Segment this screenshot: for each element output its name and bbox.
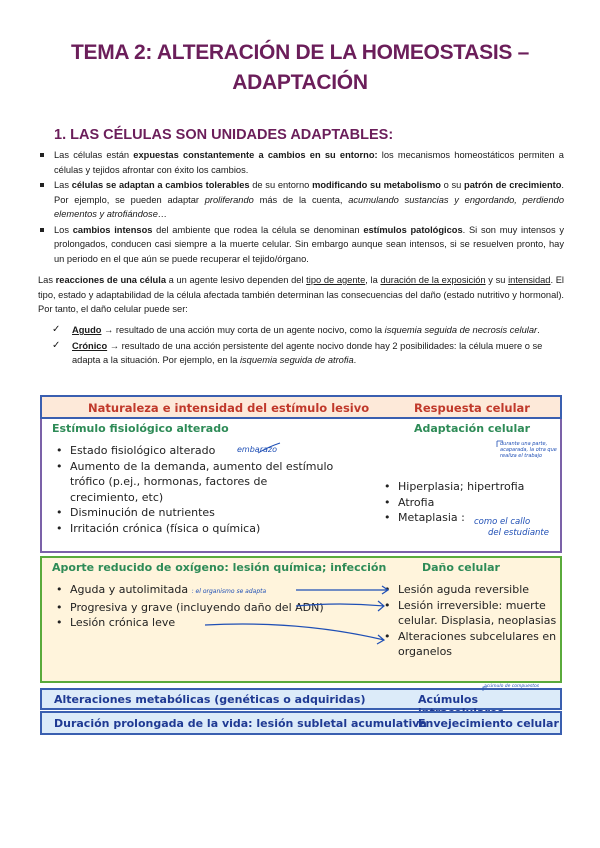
arrow-cronica	[205, 624, 384, 644]
header-left: Naturaleza e intensidad del estímulo lesivo	[88, 401, 370, 415]
check-icon: ✓	[52, 339, 61, 351]
check-item-agudo: ✓ Agudo → resultado de una acción muy corta de un agente nocivo, como la isquemia seguida de necrosis celular.	[52, 323, 564, 338]
list-item: • Atrofia	[382, 495, 562, 511]
sec3-right: Acúmulos	[418, 693, 479, 706]
note-embarazo: embarazo	[237, 445, 277, 454]
check-icon: ✓	[52, 324, 61, 335]
list-item: • Lesión irreversible: muerte celular. Displasia, neoplasias	[382, 598, 560, 629]
list-item: • Progresiva y grave (incluyendo daño del ADN)	[54, 600, 384, 616]
arrow-embarazo	[258, 443, 280, 453]
bullet-item: Las células están expuestas constantemente a cambios en su entorno: los mecanismos homeostáticos permiten a células y tejidos afrontar con éxito los cambios.	[38, 148, 564, 177]
list-item: • Aguda y autolimitada : el organismo se adapta	[54, 582, 384, 600]
list-item: • Aumento de la demanda, aumento del estímulo trófico (p.ej., hormonas, factores de crecimiento, etc)	[54, 459, 334, 506]
sec1-left-title: Estímulo fisiológico alterado	[52, 422, 229, 435]
list-item: • Lesión aguda reversible	[382, 582, 560, 598]
list-item: • Alteraciones subcelulares en organelos	[382, 629, 560, 660]
section-heading: 1. LAS CÉLULAS SON UNIDADES ADAPTABLES:	[54, 127, 394, 143]
title-line-2: ADAPTACIÓN	[232, 71, 368, 94]
bullet-item: Los cambios intensos del ambiente que rodea la célula se denominan estímulos patológicos. Si son muy intensos y prolongados, conducen casi siempre a la muerte celular. Sin embargo aunque sean intensos, si se resuelven pronto, hay un periodo en el que aún se puede recuperar el tejido/órgano.	[38, 223, 564, 267]
arrow-progresiva	[296, 601, 384, 611]
note-organismo: : el organismo se adapta	[191, 588, 267, 595]
bullet-item: Las células se adaptan a cambios tolerables de su entorno modificando su metabolismo o su patrón de crecimiento. Por ejemplo, se pueden adaptar proliferando más de la cuenta, acumulando sustancias y engordando, perdiendo elementos y atrofiándose…	[38, 178, 564, 222]
list-item: • Metaplasia :	[382, 510, 562, 526]
note-callo-2: del estudiante	[488, 528, 549, 538]
sec4-left: Duración prolongada de la vida: lesión subletal acumulativa	[54, 717, 427, 730]
list-item: • Estado fisiológico alterado	[54, 443, 334, 459]
sec2-right-title: Daño celular	[422, 561, 500, 574]
sec3-left: Alteraciones metabólicas (genéticas o adquiridas)	[54, 693, 366, 706]
list-item: • Hiperplasia; hipertrofia	[382, 479, 562, 495]
check-item-cronico: ✓ Crónico → resultado de una acción persistente del agente nocivo donde hay 2 posibilidades: la célula muere o se adapta a la situación. Por ejemplo, en la isquemia seguida de atrofia.	[52, 339, 543, 365]
list-item: • Irritación crónica (física o química)	[54, 521, 334, 537]
header-right: Respuesta celular	[414, 401, 530, 415]
sec4-right: Envejecimiento celular	[418, 717, 559, 730]
list-item: • Disminución de nutrientes	[54, 505, 334, 521]
note-callo-1: como el callo	[474, 517, 531, 527]
list-item: • Lesión crónica leve	[54, 615, 384, 631]
sec2-left-title: Aporte reducido de oxígeno: lesión química; infección	[52, 561, 387, 574]
note-acumulos: acúmulo de compuestos	[484, 684, 540, 689]
intro-paragraph: Las reacciones de una célula a un agente lesivo dependen del tipo de agente, la duración de la exposición y su intensidad. El tipo, estado y adaptabilidad de la célula afectada también determinan las consecuencias del daño (estado nutritivo y hormonal). Por tanto, el daño celular puede ser:	[38, 275, 565, 314]
sec1-right-title: Adaptación celular	[414, 422, 531, 435]
arrow-aguda	[296, 586, 388, 594]
bracket-durante	[497, 441, 503, 447]
title-line-1: TEMA 2: ALTERACIÓN DE LA HOMEOSTASIS –	[70, 41, 529, 64]
bracket-acumulos	[483, 687, 487, 691]
note-durante: durante una parte, acaparada, la otra que realiza el trabajo	[500, 441, 557, 459]
